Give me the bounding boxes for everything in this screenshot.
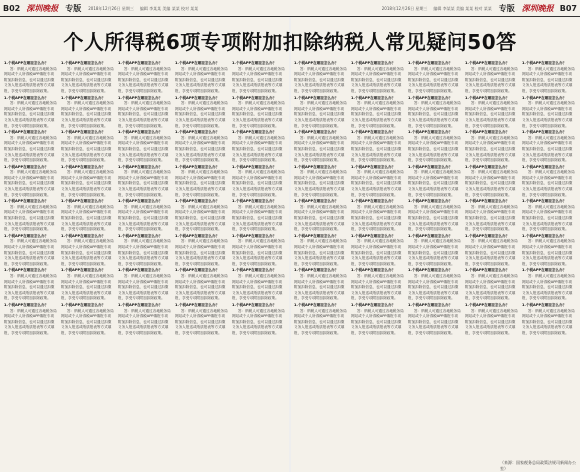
left-editors: 编辑 李某某 美编 某某 校对 某某 (139, 5, 199, 11)
article-column (4, 60, 57, 465)
article-column (61, 60, 114, 465)
answer-paragraph: 答：纳税人可通过各地税务局网站或个人所得税APP填报专项附加扣除信息，也可以通过扣缴义务人报送或纸质报表等方式填报，享受专项附加扣除政策。 (522, 273, 575, 301)
question-heading: 1.个税APP在哪里怎么办？ (4, 268, 49, 273)
question-heading: 1.个税APP在哪里怎么办？ (351, 268, 396, 273)
question-heading: 1.个税APP在哪里怎么办？ (4, 61, 49, 65)
right-date: 2018年12月26日 星期三 (381, 5, 428, 11)
question-heading: 1.个税APP在哪里怎么办？ (61, 302, 106, 307)
question-heading: 1.个税APP在哪里怎么办？ (522, 95, 567, 100)
question-heading: 1.个税APP在哪里怎么办？ (351, 164, 396, 169)
answer-paragraph: 答：纳税人可通过各地税务局网站或个人所得税APP填报专项附加扣除信息，也可以通过扣缴义务人报送或纸质报表等方式填报，享受专项附加扣除政策。 (4, 204, 57, 232)
answer-paragraph: 答：纳税人可通过各地税务局网站或个人所得税APP填报专项附加扣除信息，也可以通过扣缴义务人报送或纸质报表等方式填报，享受专项附加扣除政策。 (118, 170, 171, 197)
question-heading: 1.个税APP在哪里怎么办？ (465, 61, 510, 65)
question-heading: 1.个税APP在哪里怎么办？ (522, 233, 567, 238)
question-heading: 1.个税APP在哪里怎么办？ (408, 302, 453, 307)
answer-paragraph: 答：纳税人可通过各地税务局网站或个人所得税APP填报专项附加扣除信息，也可以通过扣缴义务人报送或纸质报表等方式填报，享受专项附加扣除政策。 (232, 170, 285, 197)
answer-paragraph: 答：纳税人可通过各地税务局网站或个人所得税APP填报专项附加扣除信息，也可以通过扣缴义务人报送或纸质报表等方式填报，享受专项附加扣除政策。 (4, 101, 57, 128)
question-heading: 1.个税APP在哪里怎么办？ (294, 302, 339, 307)
question-heading: 1.个税APP在哪里怎么办？ (175, 130, 220, 135)
question-heading: 1.个税APP在哪里怎么办？ (61, 199, 106, 204)
answer-paragraph: 答：纳税人可通过各地税务局网站或个人所得税APP填报专项附加扣除信息，也可以通过扣缴义务人报送或纸质报表等方式填报，享受专项附加扣除政策。 (118, 101, 171, 128)
article-column (294, 60, 347, 465)
question-heading: 1.个税APP在哪里怎么办？ (175, 302, 220, 307)
right-page-header (290, 0, 580, 16)
question-heading: 1.个税APP在哪里怎么办？ (522, 302, 567, 307)
answer-paragraph: 答：纳税人可通过各地税务局网站或个人所得税APP填报专项附加扣除信息，也可以通过扣缴义务人报送或纸质报表等方式填报，享受专项附加扣除政策。 (408, 204, 461, 232)
question-heading: 1.个税APP在哪里怎么办？ (232, 302, 277, 307)
answer-paragraph: 答：纳税人可通过各地税务局网站或个人所得税APP填报专项附加扣除信息，也可以通过扣缴义务人报送或纸质报表等方式填报，享受专项附加扣除政策。 (175, 273, 228, 301)
question-heading: 1.个税APP在哪里怎么办？ (465, 302, 510, 307)
question-heading: 1.个税APP在哪里怎么办？ (61, 130, 106, 135)
answer-paragraph: 答：纳税人可通过各地税务局网站或个人所得税APP填报专项附加扣除信息，也可以通过扣缴义务人报送或纸质报表等方式填报，享受专项附加扣除政策。 (118, 135, 171, 163)
right-newspaper-logo: 深圳晚报 (521, 2, 554, 13)
answer-paragraph: 答：纳税人可通过各地税务局网站或个人所得税APP填报专项附加扣除信息，也可以通过扣缴义务人报送或纸质报表等方式填报，享受专项附加扣除政策。 (465, 66, 518, 93)
answer-paragraph: 答：纳税人可通过各地税务局网站或个人所得税APP填报专项附加扣除信息，也可以通过扣缴义务人报送或纸质报表等方式填报，享受专项附加扣除政策。 (232, 66, 285, 93)
answer-paragraph: 答：纳税人可通过各地税务局网站或个人所得税APP填报专项附加扣除信息，也可以通过扣缴义务人报送或纸质报表等方式填报，享受专项附加扣除政策。 (351, 135, 404, 163)
question-heading: 1.个税APP在哪里怎么办？ (118, 268, 163, 273)
answer-paragraph: 答：纳税人可通过各地税务局网站或个人所得税APP填报专项附加扣除信息，也可以通过扣缴义务人报送或纸质报表等方式填报，享受专项附加扣除政策。 (175, 308, 228, 335)
article-column (175, 60, 228, 465)
question-heading: 1.个税APP在哪里怎么办？ (522, 268, 567, 273)
answer-paragraph: 答：纳税人可通过各地税务局网站或个人所得税APP填报专项附加扣除信息，也可以通过扣缴义务人报送或纸质报表等方式填报，享受专项附加扣除政策。 (4, 239, 57, 266)
article-column (408, 60, 461, 465)
question-heading: 1.个税APP在哪里怎么办？ (465, 130, 510, 135)
question-heading: 1.个税APP在哪里怎么办？ (408, 233, 453, 238)
question-heading: 1.个税APP在哪里怎么办？ (61, 164, 106, 169)
answer-paragraph: 答：纳税人可通过各地税务局网站或个人所得税APP填报专项附加扣除信息，也可以通过扣缴义务人报送或纸质报表等方式填报，享受专项附加扣除政策。 (294, 204, 347, 232)
right-editors: 编辑 李某某 美编 某某 校对 某某 (433, 5, 492, 11)
answer-paragraph: 答：纳税人可通过各地税务局网站或个人所得税APP填报专项附加扣除信息，也可以通过扣缴义务人报送或纸质报表等方式填报，享受专项附加扣除政策。 (175, 170, 228, 197)
answer-paragraph: 答：纳税人可通过各地税务局网站或个人所得税APP填报专项附加扣除信息，也可以通过扣缴义务人报送或纸质报表等方式填报，享受专项附加扣除政策。 (4, 308, 57, 335)
question-heading: 1.个税APP在哪里怎么办？ (61, 61, 106, 65)
answer-paragraph: 答：纳税人可通过各地税务局网站或个人所得税APP填报专项附加扣除信息，也可以通过扣缴义务人报送或纸质报表等方式填报，享受专项附加扣除政策。 (408, 101, 461, 128)
question-heading: 1.个税APP在哪里怎么办？ (175, 199, 220, 204)
answer-paragraph: 答：纳税人可通过各地税务局网站或个人所得税APP填报专项附加扣除信息，也可以通过扣缴义务人报送或纸质报表等方式填报，享受专项附加扣除政策。 (465, 101, 518, 128)
answer-paragraph: 答：纳税人可通过各地税务局网站或个人所得税APP填报专项附加扣除信息，也可以通过扣缴义务人报送或纸质报表等方式填报，享受专项附加扣除政策。 (465, 239, 518, 266)
question-heading: 1.个税APP在哪里怎么办？ (522, 130, 567, 135)
answer-paragraph: 答：纳税人可通过各地税务局网站或个人所得税APP填报专项附加扣除信息，也可以通过扣缴义务人报送或纸质报表等方式填报，享受专项附加扣除政策。 (4, 135, 57, 163)
question-heading: 1.个税APP在哪里怎么办？ (522, 199, 567, 204)
question-heading: 1.个税APP在哪里怎么办？ (465, 268, 510, 273)
question-heading: 1.个税APP在哪里怎么办？ (294, 233, 339, 238)
answer-paragraph: 答：纳税人可通过各地税务局网站或个人所得税APP填报专项附加扣除信息，也可以通过扣缴义务人报送或纸质报表等方式填报，享受专项附加扣除政策。 (175, 204, 228, 232)
answer-paragraph: 答：纳税人可通过各地税务局网站或个人所得税APP填报专项附加扣除信息，也可以通过扣缴义务人报送或纸质报表等方式填报，享受专项附加扣除政策。 (4, 273, 57, 301)
question-heading: 1.个税APP在哪里怎么办？ (351, 233, 396, 238)
answer-paragraph: 答：纳税人可通过各地税务局网站或个人所得税APP填报专项附加扣除信息，也可以通过扣缴义务人报送或纸质报表等方式填报，享受专项附加扣除政策。 (61, 101, 114, 128)
answer-paragraph: 答：纳税人可通过各地税务局网站或个人所得税APP填报专项附加扣除信息，也可以通过扣缴义务人报送或纸质报表等方式填报，享受专项附加扣除政策。 (522, 204, 575, 232)
answer-paragraph: 答：纳税人可通过各地税务局网站或个人所得税APP填报专项附加扣除信息，也可以通过扣缴义务人报送或纸质报表等方式填报，享受专项附加扣除政策。 (351, 66, 404, 93)
answer-paragraph: 答：纳税人可通过各地税务局网站或个人所得税APP填报专项附加扣除信息，也可以通过扣缴义务人报送或纸质报表等方式填报，享受专项附加扣除政策。 (4, 66, 57, 93)
question-heading: 1.个税APP在哪里怎么办？ (294, 95, 339, 100)
answer-paragraph: 答：纳税人可通过各地税务局网站或个人所得税APP填报专项附加扣除信息，也可以通过扣缴义务人报送或纸质报表等方式填报，享受专项附加扣除政策。 (408, 239, 461, 266)
answer-paragraph: 答：纳税人可通过各地税务局网站或个人所得税APP填报专项附加扣除信息，也可以通过扣缴义务人报送或纸质报表等方式填报，享受专项附加扣除政策。 (118, 66, 171, 93)
answer-paragraph: 答：纳税人可通过各地税务局网站或个人所得税APP填报专项附加扣除信息，也可以通过扣缴义务人报送或纸质报表等方式填报，享受专项附加扣除政策。 (294, 239, 347, 266)
question-heading: 1.个税APP在哪里怎么办？ (232, 164, 277, 169)
question-heading: 1.个税APP在哪里怎么办？ (118, 302, 163, 307)
answer-paragraph: 答：纳税人可通过各地税务局网站或个人所得税APP填报专项附加扣除信息，也可以通过扣缴义务人报送或纸质报表等方式填报，享受专项附加扣除政策。 (232, 239, 285, 266)
answer-paragraph: 答：纳税人可通过各地税务局网站或个人所得税APP填报专项附加扣除信息，也可以通过扣缴义务人报送或纸质报表等方式填报，享受专项附加扣除政策。 (61, 135, 114, 163)
article-column (118, 60, 171, 465)
answer-paragraph: 答：纳税人可通过各地税务局网站或个人所得税APP填报专项附加扣除信息，也可以通过扣缴义务人报送或纸质报表等方式填报，享受专项附加扣除政策。 (118, 308, 171, 335)
answer-paragraph: 答：纳税人可通过各地税务局网站或个人所得税APP填报专项附加扣除信息，也可以通过扣缴义务人报送或纸质报表等方式填报，享受专项附加扣除政策。 (465, 308, 518, 335)
answer-paragraph: 答：纳税人可通过各地税务局网站或个人所得税APP填报专项附加扣除信息，也可以通过扣缴义务人报送或纸质报表等方式填报，享受专项附加扣除政策。 (351, 273, 404, 301)
question-heading: 1.个税APP在哪里怎么办？ (351, 61, 396, 65)
answer-paragraph: 答：纳税人可通过各地税务局网站或个人所得税APP填报专项附加扣除信息，也可以通过扣缴义务人报送或纸质报表等方式填报，享受专项附加扣除政策。 (232, 308, 285, 335)
answer-paragraph: 答：纳税人可通过各地税务局网站或个人所得税APP填报专项附加扣除信息，也可以通过扣缴义务人报送或纸质报表等方式填报，享受专项附加扣除政策。 (61, 170, 114, 197)
answer-paragraph: 答：纳税人可通过各地税务局网站或个人所得税APP填报专项附加扣除信息，也可以通过扣缴义务人报送或纸质报表等方式填报，享受专项附加扣除政策。 (351, 308, 404, 335)
answer-paragraph: 答：纳税人可通过各地税务局网站或个人所得税APP填报专项附加扣除信息，也可以通过扣缴义务人报送或纸质报表等方式填报，享受专项附加扣除政策。 (465, 273, 518, 301)
article-column (232, 60, 285, 465)
answer-paragraph: 答：纳税人可通过各地税务局网站或个人所得税APP填报专项附加扣除信息，也可以通过扣缴义务人报送或纸质报表等方式填报，享受专项附加扣除政策。 (465, 204, 518, 232)
answer-paragraph: 答：纳税人可通过各地税务局网站或个人所得税APP填报专项附加扣除信息，也可以通过扣缴义务人报送或纸质报表等方式填报，享受专项附加扣除政策。 (61, 66, 114, 93)
answer-paragraph: 答：纳税人可通过各地税务局网站或个人所得税APP填报专项附加扣除信息，也可以通过扣缴义务人报送或纸质报表等方式填报，享受专项附加扣除政策。 (175, 239, 228, 266)
question-heading: 1.个税APP在哪里怎么办？ (465, 199, 510, 204)
answer-paragraph: 答：纳税人可通过各地税务局网站或个人所得税APP填报专项附加扣除信息，也可以通过扣缴义务人报送或纸质报表等方式填报，享受专项附加扣除政策。 (232, 135, 285, 163)
answer-paragraph: 答：纳税人可通过各地税务局网站或个人所得税APP填报专项附加扣除信息，也可以通过扣缴义务人报送或纸质报表等方式填报，享受专项附加扣除政策。 (175, 66, 228, 93)
answer-paragraph: 答：纳税人可通过各地税务局网站或个人所得税APP填报专项附加扣除信息，也可以通过扣缴义务人报送或纸质报表等方式填报，享受专项附加扣除政策。 (61, 308, 114, 335)
question-heading: 1.个税APP在哪里怎么办？ (118, 233, 163, 238)
answer-paragraph: 答：纳税人可通过各地税务局网站或个人所得税APP填报专项附加扣除信息，也可以通过扣缴义务人报送或纸质报表等方式填报，享受专项附加扣除政策。 (294, 273, 347, 301)
question-heading: 1.个税APP在哪里怎么办？ (294, 130, 339, 135)
question-heading: 1.个税APP在哪里怎么办？ (175, 233, 220, 238)
answer-paragraph: 答：纳税人可通过各地税务局网站或个人所得税APP填报专项附加扣除信息，也可以通过扣缴义务人报送或纸质报表等方式填报，享受专项附加扣除政策。 (175, 101, 228, 128)
question-heading: 1.个税APP在哪里怎么办？ (351, 199, 396, 204)
left-newspaper-logo: 深圳晚报 (26, 2, 59, 13)
answer-paragraph: 答：纳税人可通过各地税务局网站或个人所得税APP填报专项附加扣除信息，也可以通过扣缴义务人报送或纸质报表等方式填报，享受专项附加扣除政策。 (408, 308, 461, 335)
question-heading: 1.个税APP在哪里怎么办？ (232, 233, 277, 238)
source-note: （来源：国家税务总局政策法规司新闻办公室） (500, 460, 576, 471)
answer-paragraph: 答：纳税人可通过各地税务局网站或个人所得税APP填报专项附加扣除信息，也可以通过扣缴义务人报送或纸质报表等方式填报，享受专项附加扣除政策。 (118, 239, 171, 266)
question-heading: 1.个税APP在哪里怎么办？ (232, 268, 277, 273)
question-heading: 1.个税APP在哪里怎么办？ (465, 95, 510, 100)
question-heading: 1.个税APP在哪里怎么办？ (4, 199, 49, 204)
answer-paragraph: 答：纳税人可通过各地税务局网站或个人所得税APP填报专项附加扣除信息，也可以通过扣缴义务人报送或纸质报表等方式填报，享受专项附加扣除政策。 (232, 101, 285, 128)
question-heading: 1.个税APP在哪里怎么办？ (408, 199, 453, 204)
question-heading: 1.个税APP在哪里怎么办？ (61, 95, 106, 100)
answer-paragraph: 答：纳税人可通过各地税务局网站或个人所得税APP填报专项附加扣除信息，也可以通过扣缴义务人报送或纸质报表等方式填报，享受专项附加扣除政策。 (232, 204, 285, 232)
answer-paragraph: 答：纳税人可通过各地税务局网站或个人所得税APP填报专项附加扣除信息，也可以通过扣缴义务人报送或纸质报表等方式填报，享受专项附加扣除政策。 (232, 273, 285, 301)
question-heading: 1.个税APP在哪里怎么办？ (4, 233, 49, 238)
question-heading: 1.个税APP在哪里怎么办？ (4, 164, 49, 169)
answer-paragraph: 答：纳税人可通过各地税务局网站或个人所得税APP填报专项附加扣除信息，也可以通过扣缴义务人报送或纸质报表等方式填报，享受专项附加扣除政策。 (522, 135, 575, 163)
answer-paragraph: 答：纳税人可通过各地税务局网站或个人所得税APP填报专项附加扣除信息，也可以通过扣缴义务人报送或纸质报表等方式填报，享受专项附加扣除政策。 (465, 135, 518, 163)
right-section-label: 专版 (498, 3, 515, 13)
answer-paragraph: 答：纳税人可通过各地税务局网站或个人所得税APP填报专项附加扣除信息，也可以通过扣缴义务人报送或纸质报表等方式填报，享受专项附加扣除政策。 (294, 308, 347, 335)
right-page-number: B07 (559, 3, 577, 13)
answer-paragraph: 答：纳税人可通过各地税务局网站或个人所得税APP填报专项附加扣除信息，也可以通过扣缴义务人报送或纸质报表等方式填报，享受专项附加扣除政策。 (118, 273, 171, 301)
question-heading: 1.个税APP在哪里怎么办？ (351, 95, 396, 100)
question-heading: 1.个税APP在哪里怎么办？ (61, 233, 106, 238)
question-heading: 1.个税APP在哪里怎么办？ (408, 268, 453, 273)
answer-paragraph: 答：纳税人可通过各地税务局网站或个人所得税APP填报专项附加扣除信息，也可以通过扣缴义务人报送或纸质报表等方式填报，享受专项附加扣除政策。 (294, 101, 347, 128)
question-heading: 1.个税APP在哪里怎么办？ (118, 164, 163, 169)
question-heading: 1.个税APP在哪里怎么办？ (4, 130, 49, 135)
question-heading: 1.个税APP在哪里怎么办？ (61, 268, 106, 273)
question-heading: 1.个税APP在哪里怎么办？ (4, 302, 49, 307)
answer-paragraph: 答：纳税人可通过各地税务局网站或个人所得税APP填报专项附加扣除信息，也可以通过扣缴义务人报送或纸质报表等方式填报，享受专项附加扣除政策。 (61, 273, 114, 301)
answer-paragraph: 答：纳税人可通过各地税务局网站或个人所得税APP填报专项附加扣除信息，也可以通过扣缴义务人报送或纸质报表等方式填报，享受专项附加扣除政策。 (351, 101, 404, 128)
left-section-label: 专版 (65, 3, 82, 13)
question-heading: 1.个税APP在哪里怎么办？ (408, 61, 453, 65)
answer-paragraph: 答：纳税人可通过各地税务局网站或个人所得税APP填报专项附加扣除信息，也可以通过扣缴义务人报送或纸质报表等方式填报，享受专项附加扣除政策。 (408, 66, 461, 93)
answer-paragraph: 答：纳税人可通过各地税务局网站或个人所得税APP填报专项附加扣除信息，也可以通过扣缴义务人报送或纸质报表等方式填报，享受专项附加扣除政策。 (522, 66, 575, 93)
question-heading: 1.个税APP在哪里怎么办？ (4, 95, 49, 100)
question-heading: 1.个税APP在哪里怎么办？ (232, 95, 277, 100)
question-heading: 1.个税APP在哪里怎么办？ (232, 130, 277, 135)
answer-paragraph: 答：纳税人可通过各地税务局网站或个人所得税APP填报专项附加扣除信息，也可以通过扣缴义务人报送或纸质报表等方式填报，享受专项附加扣除政策。 (351, 170, 404, 197)
question-heading: 1.个税APP在哪里怎么办？ (175, 164, 220, 169)
question-heading: 1.个税APP在哪里怎么办？ (408, 130, 453, 135)
answer-paragraph: 答：纳税人可通过各地税务局网站或个人所得税APP填报专项附加扣除信息，也可以通过扣缴义务人报送或纸质报表等方式填报，享受专项附加扣除政策。 (408, 170, 461, 197)
question-heading: 1.个税APP在哪里怎么办？ (294, 199, 339, 204)
answer-paragraph: 答：纳税人可通过各地税务局网站或个人所得税APP填报专项附加扣除信息，也可以通过扣缴义务人报送或纸质报表等方式填报，享受专项附加扣除政策。 (4, 170, 57, 197)
answer-paragraph: 答：纳税人可通过各地税务局网站或个人所得税APP填报专项附加扣除信息，也可以通过扣缴义务人报送或纸质报表等方式填报，享受专项附加扣除政策。 (522, 101, 575, 128)
left-page-header (0, 0, 290, 16)
question-heading: 1.个税APP在哪里怎么办？ (118, 199, 163, 204)
question-heading: 1.个税APP在哪里怎么办？ (118, 95, 163, 100)
question-heading: 1.个税APP在哪里怎么办？ (118, 61, 163, 65)
answer-paragraph: 答：纳税人可通过各地税务局网站或个人所得税APP填报专项附加扣除信息，也可以通过扣缴义务人报送或纸质报表等方式填报，享受专项附加扣除政策。 (522, 239, 575, 266)
answer-paragraph: 答：纳税人可通过各地税务局网站或个人所得税APP填报专项附加扣除信息，也可以通过扣缴义务人报送或纸质报表等方式填报，享受专项附加扣除政策。 (294, 135, 347, 163)
answer-paragraph: 答：纳税人可通过各地税务局网站或个人所得税APP填报专项附加扣除信息，也可以通过扣缴义务人报送或纸质报表等方式填报，享受专项附加扣除政策。 (408, 135, 461, 163)
question-heading: 1.个税APP在哪里怎么办？ (294, 268, 339, 273)
answer-paragraph: 答：纳税人可通过各地税务局网站或个人所得税APP填报专项附加扣除信息，也可以通过扣缴义务人报送或纸质报表等方式填报，享受专项附加扣除政策。 (118, 204, 171, 232)
question-heading: 1.个税APP在哪里怎么办？ (351, 130, 396, 135)
answer-paragraph: 答：纳税人可通过各地税务局网站或个人所得税APP填报专项附加扣除信息，也可以通过扣缴义务人报送或纸质报表等方式填报，享受专项附加扣除政策。 (522, 308, 575, 335)
answer-paragraph: 答：纳税人可通过各地税务局网站或个人所得税APP填报专项附加扣除信息，也可以通过扣缴义务人报送或纸质报表等方式填报，享受专项附加扣除政策。 (408, 273, 461, 301)
answer-paragraph: 答：纳税人可通过各地税务局网站或个人所得税APP填报专项附加扣除信息，也可以通过扣缴义务人报送或纸质报表等方式填报，享受专项附加扣除政策。 (61, 239, 114, 266)
question-heading: 1.个税APP在哪里怎么办？ (522, 61, 567, 65)
question-heading: 1.个税APP在哪里怎么办？ (465, 233, 510, 238)
question-heading: 1.个税APP在哪里怎么办？ (175, 61, 220, 65)
article-column (351, 60, 404, 465)
question-heading: 1.个税APP在哪里怎么办？ (175, 95, 220, 100)
headline: 个人所得税6项专项附加扣除纳税人常见疑问50答 (63, 30, 517, 54)
question-heading: 1.个税APP在哪里怎么办？ (465, 164, 510, 169)
article-column (522, 60, 575, 465)
answer-paragraph: 答：纳税人可通过各地税务局网站或个人所得税APP填报专项附加扣除信息，也可以通过扣缴义务人报送或纸质报表等方式填报，享受专项附加扣除政策。 (465, 170, 518, 197)
question-heading: 1.个税APP在哪里怎么办？ (232, 61, 277, 65)
question-heading: 1.个税APP在哪里怎么办？ (232, 199, 277, 204)
page-fold (289, 17, 291, 472)
answer-paragraph: 答：纳税人可通过各地税务局网站或个人所得税APP填报专项附加扣除信息，也可以通过扣缴义务人报送或纸质报表等方式填报，享受专项附加扣除政策。 (351, 204, 404, 232)
question-heading: 1.个税APP在哪里怎么办？ (175, 268, 220, 273)
answer-paragraph: 答：纳税人可通过各地税务局网站或个人所得税APP填报专项附加扣除信息，也可以通过扣缴义务人报送或纸质报表等方式填报，享受专项附加扣除政策。 (175, 135, 228, 163)
article-column (465, 60, 518, 465)
answer-paragraph: 答：纳税人可通过各地税务局网站或个人所得税APP填报专项附加扣除信息，也可以通过扣缴义务人报送或纸质报表等方式填报，享受专项附加扣除政策。 (294, 66, 347, 93)
answer-paragraph: 答：纳税人可通过各地税务局网站或个人所得税APP填报专项附加扣除信息，也可以通过扣缴义务人报送或纸质报表等方式填报，享受专项附加扣除政策。 (522, 170, 575, 197)
left-page-number: B02 (3, 3, 21, 13)
answer-paragraph: 答：纳税人可通过各地税务局网站或个人所得税APP填报专项附加扣除信息，也可以通过扣缴义务人报送或纸质报表等方式填报，享受专项附加扣除政策。 (61, 204, 114, 232)
question-heading: 1.个税APP在哪里怎么办？ (351, 302, 396, 307)
question-heading: 1.个税APP在哪里怎么办？ (294, 164, 339, 169)
question-heading: 1.个税APP在哪里怎么办？ (408, 95, 453, 100)
question-heading: 1.个税APP在哪里怎么办？ (408, 164, 453, 169)
question-heading: 1.个税APP在哪里怎么办？ (118, 130, 163, 135)
question-heading: 1.个税APP在哪里怎么办？ (294, 61, 339, 65)
left-date: 2018年12月26日 星期三 (88, 5, 134, 11)
question-heading: 1.个税APP在哪里怎么办？ (522, 164, 567, 169)
answer-paragraph: 答：纳税人可通过各地税务局网站或个人所得税APP填报专项附加扣除信息，也可以通过扣缴义务人报送或纸质报表等方式填报，享受专项附加扣除政策。 (294, 170, 347, 197)
answer-paragraph: 答：纳税人可通过各地税务局网站或个人所得税APP填报专项附加扣除信息，也可以通过扣缴义务人报送或纸质报表等方式填报，享受专项附加扣除政策。 (351, 239, 404, 266)
